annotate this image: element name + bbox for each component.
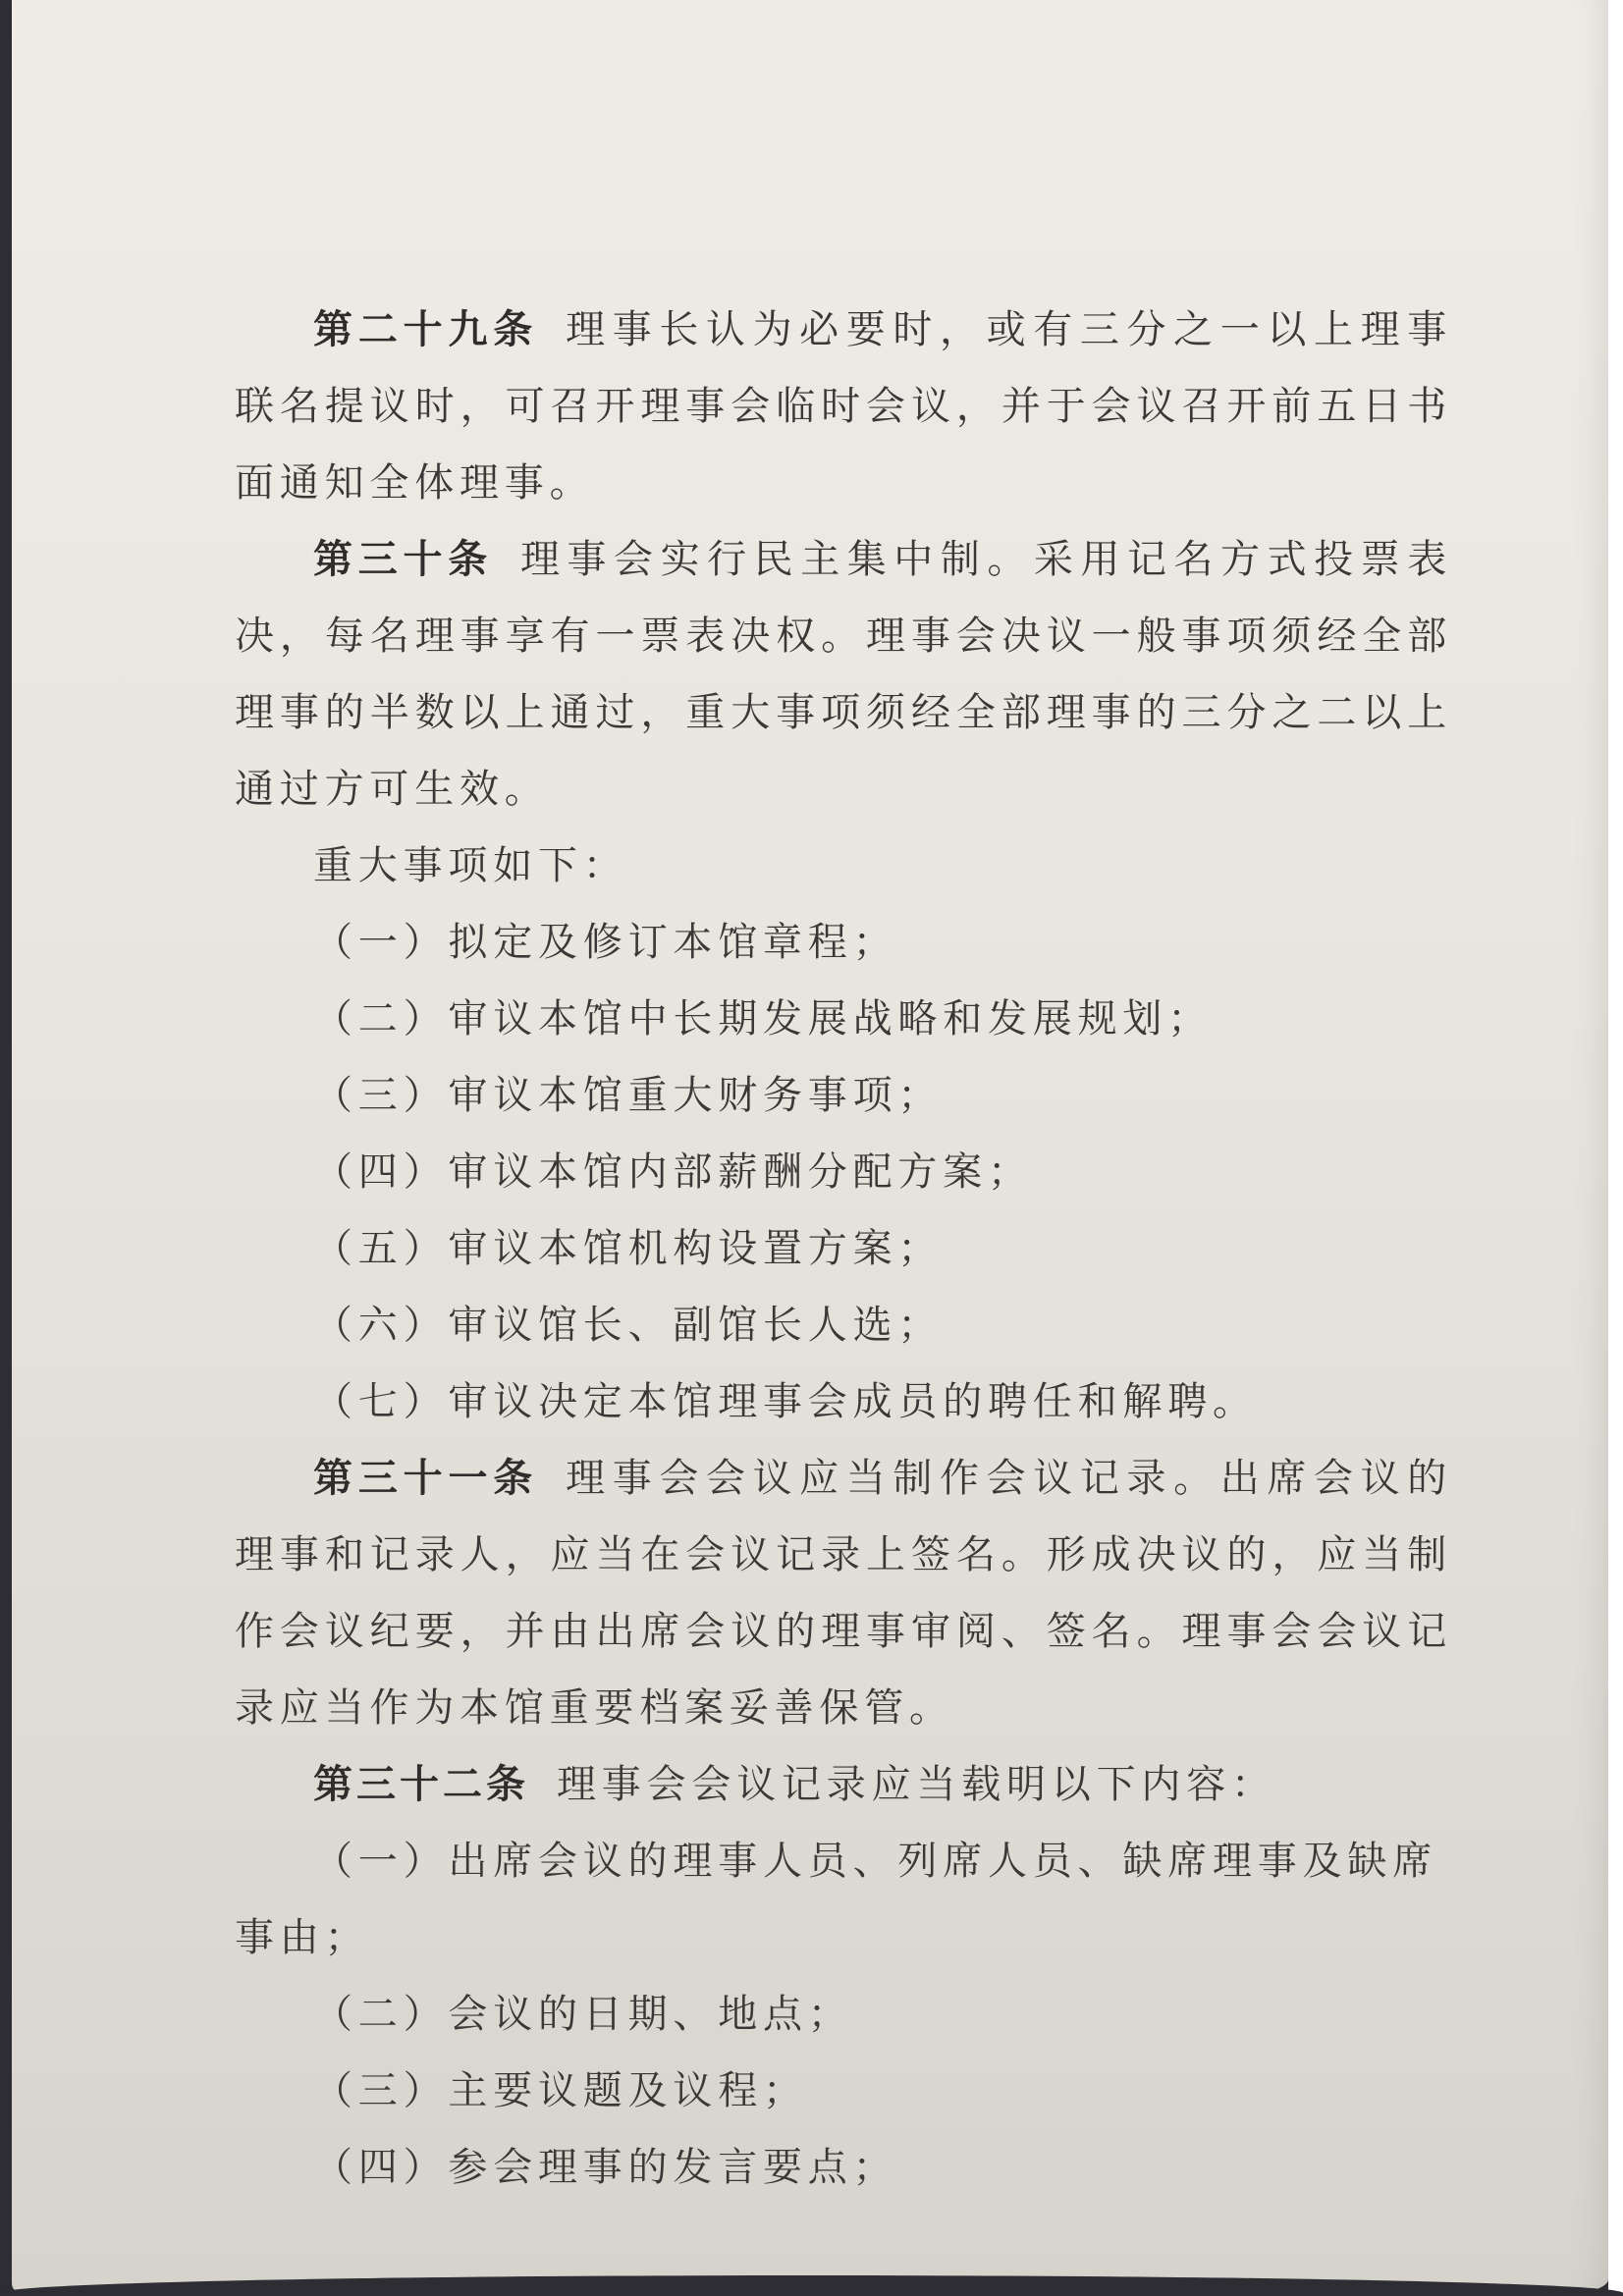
list-item: （一）拟定及修订本馆章程； [313, 920, 898, 965]
list-intro: 重大事项如下： [313, 843, 628, 888]
list-item: （一）出席会议的理事人员、列席人员、缺席理事及缺席事由； [235, 1839, 1437, 1960]
document-page [12, 0, 1608, 2293]
list-item: （三）审议本馆重大财务事项； [313, 1073, 944, 1118]
article-heading: 第二十九条 [313, 306, 539, 352]
document-body [235, 292, 1452, 2206]
list-item: （四）审议本馆内部薪酬分配方案； [313, 1149, 1033, 1195]
article-text: 理事会会议记录应当载明以下内容： [557, 1762, 1276, 1807]
list-item: （三）主要议题及议程； [313, 2068, 808, 2113]
article-29 [235, 292, 1452, 521]
list-item: （五）审议本馆机构设置方案； [313, 1226, 944, 1271]
list-item: （六）审议馆长、副馆长人选； [313, 1303, 944, 1348]
article-30 [235, 521, 1452, 828]
article-heading: 第三十二条 [313, 1761, 529, 1807]
article-31 [235, 1440, 1452, 1746]
article-text: 理事会会议应当制作会议记录。出席会议的理事和记录人，应当在会议记录上签名。形成决议的，应当制作会议纪要，并由出席会议的理事审阅、签名。理事会会议记录应当作为本馆重要档案妥善保管。 [235, 1456, 1453, 1731]
list-item: （二）会议的日期、地点； [313, 1992, 853, 2037]
list-item: （四）参会理事的发言要点； [313, 2145, 898, 2190]
article-heading: 第三十条 [313, 536, 493, 582]
list-item: （七）审议决定本馆理事会成员的聘任和解聘。 [313, 1379, 1258, 1424]
list-item: （二）审议本馆中长期发展战略和发展规划； [313, 996, 1213, 1041]
article-heading: 第三十一条 [313, 1455, 539, 1501]
article-text: 理事会实行民主集中制。采用记名方式投票表决，每名理事享有一票表决权。理事会决议一般事项须经全部理事的半数以上通过，重大事项须经全部理事的三分之二以上通过方可生效。 [235, 537, 1453, 812]
page-edge [1608, 0, 1623, 2296]
article-32 [235, 1746, 1452, 1823]
article-text: 理事长认为必要时，或有三分之一以上理事联名提议时，可召开理事会临时会议，并于会议召开前五日书面通知全体理事。 [235, 307, 1453, 506]
